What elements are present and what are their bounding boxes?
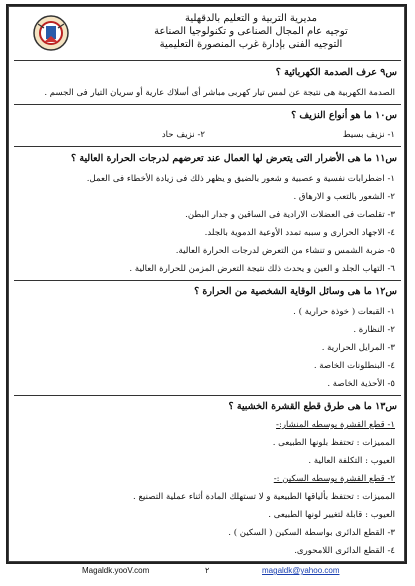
question-10-option-1: ١- نزيف بسيط xyxy=(342,130,395,140)
method-4: ٤- القطع الدائرى اللامحورى. xyxy=(294,546,395,556)
divider xyxy=(14,104,401,105)
question-11-item: ١- اضطرابات نفسية و عصبية و شعور بالضيق و يظهر ذلك فى زيادة الأخطاء فى العمل. xyxy=(86,174,395,184)
question-11-item: ٦- التهاب الجلد و العين و يحدث ذلك نتيجة التعرض المزمن للحرارة العالية . xyxy=(129,264,395,274)
question-13-title: س١٣ ما هى طرق قطع القشرة الخشبية ؟ xyxy=(228,401,397,412)
question-11-title: س١١ ما هى الأضرار التى يتعرض لها العمال عند تعرضهم لدرجات الحرارة العالية ؟ xyxy=(71,153,397,164)
ministry-logo-icon xyxy=(32,14,70,52)
question-9-answer: الصدمة الكهربية هى نتيجة عن لمس تيار كهربى مباشر أى أسلاك عارية أو سريان التيار فى الجسم . xyxy=(44,88,395,98)
question-9-title: س٩ عرف الصدمة الكهربائية ؟ xyxy=(275,67,397,78)
footer-website: Magaldk.yooV.com xyxy=(82,566,150,575)
question-12-item: ٢- النظارة . xyxy=(353,325,395,335)
header-line-3: التوجيه الفنى بإدارة غرب المنصورة التعليمية xyxy=(159,39,343,50)
method-1-title: ١- قطع القشرة بوسطه المنشار:- xyxy=(276,420,395,430)
question-12-item: ٣- المرايل الحرارية . xyxy=(321,343,395,353)
question-11-item: ٣- تقلصات فى العضلات الارادية فى الساقين و جدار البطن. xyxy=(185,210,395,220)
method-1-disadvantages: العيوب : التكلفة العالية . xyxy=(308,456,395,466)
footer-email-link[interactable]: magaldk@yahoo.com xyxy=(262,566,340,575)
divider xyxy=(14,146,401,147)
page-number: ٢ xyxy=(205,566,210,575)
method-2-disadvantages: العيوب : قابلة لتغيير لونها الطبيعى . xyxy=(268,510,395,520)
method-2-advantages: المميزات : تحتفظ بألياقها الطبيعية و لا تستهلك المادة أثناء عملية التصنيع . xyxy=(133,492,395,502)
question-11-item: ٢- الشعور بالتعب و الارهاق . xyxy=(293,192,395,202)
method-3: ٣- القطع الدائرى بواسطة السكين ( السكين ) . xyxy=(228,528,395,538)
question-12-title: س١٢ ما هى وسائل الوقاية الشخصية من الحرارة ؟ xyxy=(194,286,397,297)
question-11-item: ٤- الاجهاد الحرارى و سببه تمدد الأوعية الدموية بالجلد. xyxy=(204,228,395,238)
question-12-item: ٥- الأحذية الخاصة . xyxy=(327,379,395,389)
question-10-option-2: ٢- نزيف حاد xyxy=(161,130,205,140)
question-10-title: س١٠ ما هو أنواع النزيف ؟ xyxy=(291,110,397,121)
method-1-advantages: المميزات : تحتفظ بلونها الطبيعى . xyxy=(272,438,395,448)
header-line-1: مديرية التربية و التعليم بالدقهلية xyxy=(185,13,317,24)
divider xyxy=(14,60,401,61)
header-line-2: توجيه عام المجال الصناعى و تكنولوجيا الصناعة xyxy=(154,26,348,37)
question-12-item: ٤- البنطلونات الخاصة . xyxy=(313,361,395,371)
question-12-item: ١- القبعات ( خوذة حرارية ) . xyxy=(293,307,395,317)
question-11-item: ٥- ضربة الشمس و تنشاء من التعرض لدرجات الحرارة العالية. xyxy=(175,246,395,256)
method-2-title: ٢- قطع القشرة بوسطه السكين :- xyxy=(273,474,395,484)
document-header xyxy=(101,12,401,51)
divider xyxy=(14,280,401,281)
divider xyxy=(14,395,401,396)
